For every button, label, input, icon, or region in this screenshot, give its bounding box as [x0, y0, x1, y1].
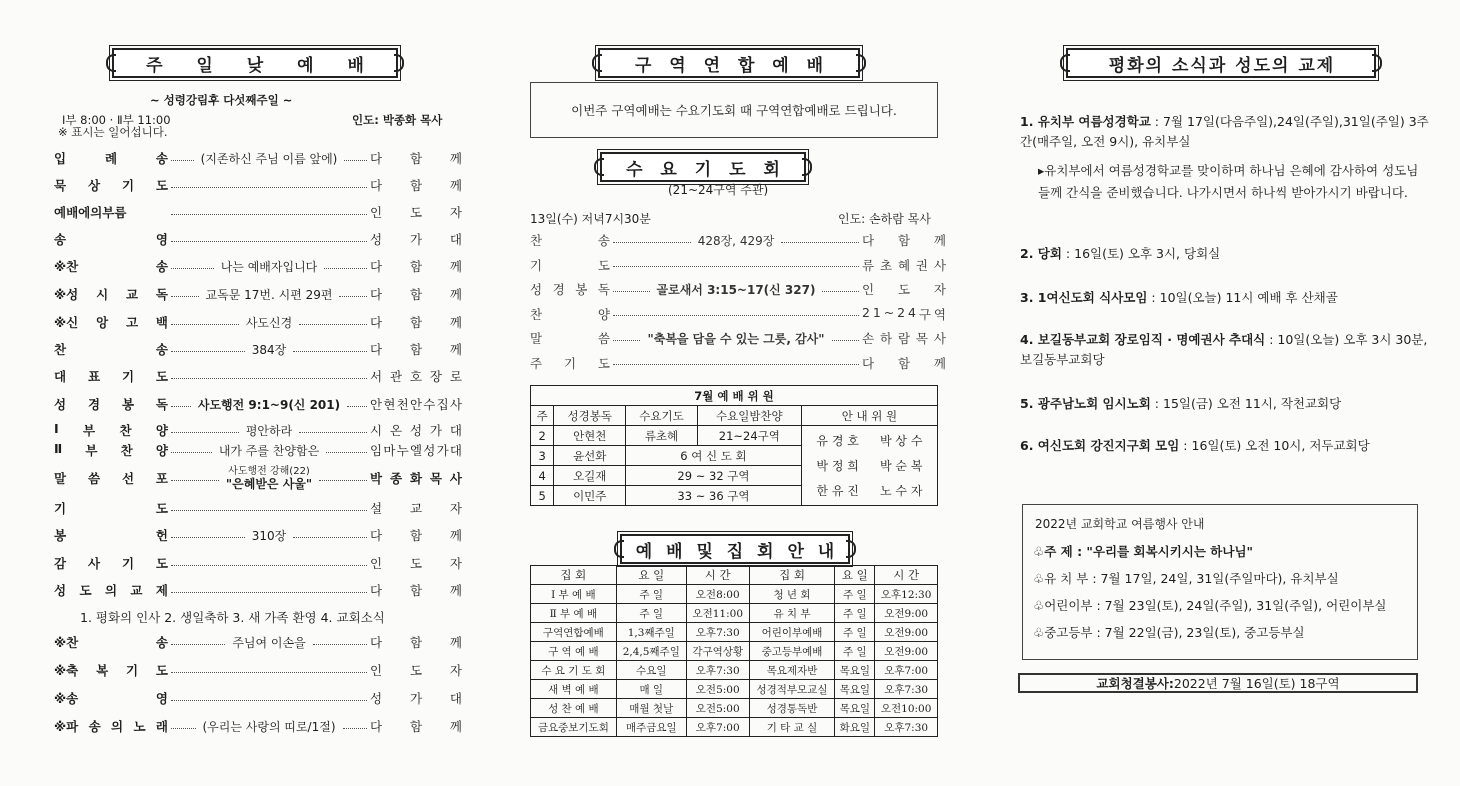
- order-item-person: 성 가 대: [370, 232, 462, 247]
- order-item-row: [54, 525, 462, 545]
- order-item-row: [54, 466, 462, 491]
- leader: 인도: 박종화 목사: [352, 113, 443, 127]
- schedule-cell: 오후7:00: [686, 718, 749, 737]
- wednesday-item-label: 주 기 도: [530, 355, 610, 371]
- order-item-person: 인 도 자: [370, 556, 462, 571]
- schedule-cell: 오전9:00: [875, 604, 938, 623]
- wednesday-item-row: [530, 353, 946, 373]
- closing-item-label: ※축 복 기 도: [54, 663, 168, 678]
- schedule-cell: 오전8:00: [686, 585, 749, 604]
- duty-cell: 이민주: [554, 486, 626, 506]
- schedule-row: [531, 585, 938, 604]
- news-heading: 3. 1여신도회 식사모임: [1020, 290, 1148, 305]
- order-item-row: [54, 175, 462, 195]
- order-item-person: 다 함 께: [370, 178, 462, 193]
- schedule-cell: 중고등부예배: [749, 642, 835, 661]
- order-item-person: 다 함 께: [370, 287, 462, 302]
- schedule-cell: 성 찬 예 배: [531, 699, 617, 718]
- duty-header-cell: 안 내 위 원: [801, 406, 937, 426]
- wednesday-item-detail: 골로새서 3:15~17(신 327): [656, 282, 816, 297]
- news-item: [1020, 436, 1430, 456]
- news-item: [1020, 288, 1430, 308]
- schedule-cell: 오전5:00: [686, 699, 749, 718]
- duty-cell: 3: [531, 446, 554, 466]
- closing-item-label: ※파 송 의 노 래: [54, 719, 168, 734]
- wednesday-item-row: [530, 304, 946, 324]
- schedule-header-cell: 집 회: [531, 566, 617, 585]
- order-item-row: [54, 580, 462, 600]
- duty-cell: 4: [531, 466, 554, 486]
- summer-title: 2022년 교회학교 여름행사 안내: [1035, 517, 1205, 531]
- cleaning-duty: [1018, 673, 1418, 693]
- schedule-cell: 구역연합예배: [531, 623, 617, 642]
- summer-item: [1033, 596, 1386, 614]
- summer-item: [1033, 542, 1253, 560]
- news-title: [1066, 48, 1376, 78]
- schedule-title: [620, 534, 850, 564]
- usher-name: 유 경 호: [816, 434, 859, 448]
- duty-cell: 5: [531, 486, 554, 506]
- wednesday-item-person: 손 하 람 목 사: [862, 331, 946, 346]
- summer-text: : 7월 23일(토), 24일(주일), 31일(주일), 어린이부실: [1096, 598, 1387, 613]
- order-item-label: ※신 앙 고 백: [54, 315, 168, 330]
- usher-cell: [801, 426, 937, 506]
- schedule-cell: 2,4,5째주일: [616, 642, 686, 661]
- order-item-detail: (지존하신 주님 이름 앞에): [200, 151, 338, 166]
- order-item-person: 다 함 께: [370, 259, 462, 274]
- summer-item: [1033, 623, 1305, 641]
- wednesday-item-row: [530, 279, 946, 299]
- order-item-detail: 사도행전 강해(22) "은혜받은 사울": [225, 466, 313, 491]
- order-item-row: [54, 312, 462, 332]
- order-item-label: 찬 송: [54, 342, 168, 357]
- duty-cell: 29 ~ 32 구역: [626, 466, 802, 486]
- schedule-cell: 수요일: [616, 661, 686, 680]
- order-item-row: [54, 148, 462, 168]
- duty-cell: 안현천: [554, 426, 626, 446]
- schedule-cell: 목요일: [835, 661, 875, 680]
- order-item-label: 송 영: [54, 232, 168, 247]
- schedule-header-cell: 시 간: [875, 566, 938, 585]
- order-item-label: 묵 상 기 도: [54, 178, 168, 193]
- order-item-detail: 사도행전 9:1~9(신 201): [197, 397, 341, 412]
- schedule-cell: 청 년 회: [749, 585, 835, 604]
- summer-events-box: [1022, 504, 1418, 660]
- schedule-cell: 주 일: [835, 604, 875, 623]
- duty-cell: 33 ~ 36 구역: [626, 486, 802, 506]
- duty-cell: 오길재: [554, 466, 626, 486]
- schedule-cell: 목요일: [835, 680, 875, 699]
- order-item-label: 입 례 송: [54, 151, 168, 166]
- closing-item-person: 다 함 께: [370, 719, 462, 734]
- news-heading: 4. 보길동부교회 장로임직 · 명예권사 추대식: [1020, 332, 1266, 347]
- order-item-person: 시 온 성 가 대: [370, 423, 462, 438]
- schedule-cell: 오전9:00: [875, 642, 938, 661]
- title-text: 구 역 연 합 예 배: [634, 55, 830, 76]
- closing-item-row: [54, 716, 462, 736]
- schedule-cell: 성경적부모교실: [749, 680, 835, 699]
- news-item: [1020, 112, 1430, 152]
- prayer-leader: 인도: 손하람 목사: [838, 212, 931, 226]
- service-times: Ⅰ부 8:00 · Ⅱ부 11:00: [62, 113, 171, 127]
- schedule-row: [531, 718, 938, 737]
- schedule-row: [531, 604, 938, 623]
- news-body: : 10일(오늘) 11시 예배 후 산채골: [1147, 290, 1338, 305]
- schedule-cell: 매월 첫날: [616, 699, 686, 718]
- closing-item-label: ※찬 송: [54, 635, 168, 650]
- schedule-header-cell: 집 회: [749, 566, 835, 585]
- closing-item-person: 인 도 자: [370, 663, 462, 678]
- wednesday-item-person: 다 함 께: [862, 355, 946, 371]
- order-item-label: Ⅰ 부 찬 양: [54, 421, 168, 438]
- usher-name: 박 정 희: [816, 459, 859, 473]
- schedule-cell: 오전9:00: [875, 623, 938, 642]
- schedule-row: [531, 642, 938, 661]
- order-item-label: 대 표 기 도: [54, 369, 168, 384]
- schedule-cell: 주 일: [616, 585, 686, 604]
- wednesday-item-person: 인 도 자: [862, 282, 946, 297]
- duty-header-row: [531, 406, 938, 426]
- news-item: [1020, 330, 1430, 370]
- closing-item-row: [54, 688, 462, 708]
- wednesday-item-row: [530, 230, 946, 250]
- summer-label: ♧유 치 부: [1033, 571, 1093, 586]
- order-item-person: 안 현 천 안 수 집 사: [370, 397, 462, 412]
- duty-cell: 2: [531, 426, 554, 446]
- cleaning-label: 교회청결봉사:: [1096, 676, 1174, 691]
- news-body: : 15일(금) 오전 11시, 작천교회당: [1150, 396, 1342, 411]
- schedule-cell: 주 일: [835, 623, 875, 642]
- order-item-detail: 사도신경: [245, 315, 293, 330]
- schedule-header-cell: 요 일: [616, 566, 686, 585]
- duty-header-cell: 수요기도: [626, 406, 698, 426]
- order-item-person: 다 함 께: [370, 528, 462, 543]
- closing-item-row: [54, 660, 462, 680]
- schedule-cell: 성경통독반: [749, 699, 835, 718]
- order-item-row: [54, 202, 462, 222]
- order-item-label: 말 씀 선 포: [54, 471, 168, 486]
- order-item-person: 인 도 자: [370, 205, 462, 220]
- schedule-cell: 목요제자반: [749, 661, 835, 680]
- order-item-label: ※성 시 교 독: [54, 287, 168, 302]
- wednesday-item-label: 찬 양: [530, 306, 610, 322]
- order-item-label: ※찬 송: [54, 259, 168, 274]
- subtitle: ~ 성령강림후 다섯째주일 ~: [150, 93, 293, 107]
- schedule-row: [531, 680, 938, 699]
- news-heading: 2. 당회: [1020, 246, 1062, 261]
- news-body: ▸유치부에서 여름성경학교를 맞이하며 하나님 은혜에 감사하여 성도님들께 간식을 준비했습니다. 나가시면서 하나씩 받아가시기 바랍니다.: [1038, 163, 1419, 200]
- schedule-row: [531, 623, 938, 642]
- order-item-person: 임 마 누 엘 성 가 대: [370, 443, 462, 458]
- order-item-detail: 교독문 17번. 시편 29편: [205, 287, 333, 302]
- standing-note: ※ 표시는 일어섭니다.: [58, 125, 168, 139]
- order-item-row: [54, 229, 462, 249]
- duty-cell: 6 여 신 도 회: [626, 446, 802, 466]
- wednesday-item-detail: "축복을 담을 수 있는 그릇, 감사": [647, 331, 825, 346]
- news-panel: [1010, 0, 1430, 786]
- summer-text: : 7월 17일, 24일, 31일(주일마다), 유치부실: [1092, 571, 1339, 586]
- order-item-label: 성 경 봉 독: [54, 397, 168, 412]
- order-item-person: 설 교 자: [370, 501, 462, 516]
- host-districts: (21~24구역 주관): [668, 183, 769, 197]
- middle-panel: [522, 0, 952, 786]
- usher-name: 노 수 자: [880, 484, 923, 498]
- order-item-label: Ⅱ 부 찬 양: [54, 441, 168, 458]
- order-item-label: 봉 헌: [54, 528, 168, 543]
- wednesday-item-label: 찬 송: [530, 233, 610, 248]
- wednesday-prayer-title: [600, 152, 806, 182]
- summer-item: [1033, 569, 1339, 587]
- news-body: : 16일(토) 오후 3시, 당회실: [1061, 246, 1221, 261]
- schedule-cell: 구 역 예 배: [531, 642, 617, 661]
- district-notice: 이번주 구역예배는 수요기도회 때 구역연합예배로 드립니다.: [530, 82, 938, 138]
- wednesday-item-row: [530, 328, 946, 348]
- summer-text: : "우리를 회복시키시는 하나님": [1077, 544, 1254, 559]
- schedule-row: [531, 699, 938, 718]
- order-item-detail: 나는 예배자입니다: [220, 259, 318, 274]
- schedule-cell: Ⅱ 부 예 배: [531, 604, 617, 623]
- sunday-worship-title: [112, 48, 398, 78]
- order-item-row: [54, 339, 462, 359]
- order-item-label: 성 도 의 교 제: [54, 583, 168, 598]
- news-body: : 7월 17일(다음주일),24일(주일),31일(주일) 3주간(매주일, 오전 9시), 유치부실: [1020, 114, 1429, 149]
- order-item-person: 다 함 께: [370, 583, 462, 598]
- wednesday-item-detail: 428장, 429장: [697, 233, 775, 248]
- order-item-row: [54, 420, 462, 440]
- order-item-person: 다 함 께: [370, 315, 462, 330]
- schedule-cell: 오전11:00: [686, 604, 749, 623]
- closing-item-person: 다 함 께: [370, 635, 462, 650]
- schedule-table: [530, 565, 938, 737]
- news-heading: 5. 광주남노회 임시노회: [1020, 396, 1151, 411]
- closing-item-detail: (우리는 사랑의 띠로/1절): [202, 719, 336, 734]
- order-item-detail: 384장: [251, 342, 287, 357]
- wednesday-item-label: 성 경 봉 독: [530, 282, 610, 297]
- district-worship-title: [598, 48, 860, 78]
- schedule-header-cell: 요 일: [835, 566, 875, 585]
- duty-cell: 21~24구역: [697, 426, 801, 446]
- usher-name: 박 상 수: [880, 434, 923, 448]
- news-body: : 16일(토) 오전 10시, 저두교회당: [1179, 438, 1370, 453]
- schedule-header-row: [531, 566, 938, 585]
- schedule-cell: 금요중보기도회: [531, 718, 617, 737]
- title-text: 주 일 낮 예 배: [146, 55, 378, 76]
- closing-item-detail: 주님여 이손을: [232, 635, 306, 650]
- duty-cell: 류초혜: [626, 426, 698, 446]
- order-item-label: 감 사 기 도: [54, 556, 168, 571]
- duty-header-cell: 성경봉독: [554, 406, 626, 426]
- schedule-cell: 매 일: [616, 680, 686, 699]
- schedule-cell: 화요일: [835, 718, 875, 737]
- schedule-cell: 오후7:30: [875, 680, 938, 699]
- order-item-label: 기 도: [54, 501, 168, 516]
- order-item-person: 서 관 호 장 로: [370, 369, 462, 384]
- title-text: 수 요 기 도 회: [626, 159, 786, 180]
- news-body: : 10일(오늘) 오후 3시 30분, 보길동부교회당: [1020, 332, 1428, 367]
- order-item-person: 박 종 화 목 사: [370, 471, 462, 486]
- schedule-row: [531, 661, 938, 680]
- cleaning-text: 2022년 7월 16일(토) 18구역: [1173, 676, 1340, 691]
- duty-header-cell: 수요일밤찬양: [697, 406, 801, 426]
- schedule-cell: 매주금요일: [616, 718, 686, 737]
- schedule-cell: 기 타 교 실: [749, 718, 835, 737]
- prayer-date: 13일(수) 저녁7시30분: [530, 212, 651, 226]
- summer-text: : 7월 22일(금), 23일(토), 중고등부실: [1096, 625, 1305, 640]
- wednesday-item-row: [530, 255, 946, 275]
- summer-label: ♧어린이부: [1033, 598, 1097, 613]
- schedule-cell: 오후7:00: [875, 661, 938, 680]
- wednesday-item-person: 2 1 ~ 2 4 구 역: [862, 304, 946, 322]
- schedule-cell: 오후7:30: [686, 661, 749, 680]
- order-item-person: 다 함 께: [370, 342, 462, 357]
- duty-title: 7월 예 배 위 원: [531, 386, 938, 406]
- order-item-row: [54, 394, 462, 414]
- order-item-row: [54, 366, 462, 386]
- wednesday-item-label: 말 씀: [530, 331, 610, 346]
- order-item-label: 예배에의부름: [54, 205, 127, 220]
- schedule-cell: 주 일: [616, 604, 686, 623]
- order-item-person: 다 함 께: [370, 151, 462, 166]
- news-heading: 1. 유치부 여름성경학교: [1020, 114, 1151, 129]
- schedule-cell: 각구역상황: [686, 642, 749, 661]
- title-text: 평화의 소식과 성도의 교제: [1108, 55, 1336, 76]
- schedule-cell: 목요일: [835, 699, 875, 718]
- order-item-row: [54, 256, 462, 276]
- schedule-cell: 새 벽 예 배: [531, 680, 617, 699]
- usher-name: 박 순 복: [880, 459, 923, 473]
- order-item-row: [54, 440, 462, 460]
- schedule-cell: 주 일: [835, 642, 875, 661]
- closing-item-person: 성 가 대: [370, 691, 462, 706]
- summer-label: ♧주 제: [1033, 544, 1078, 559]
- news-item: [1038, 160, 1430, 204]
- schedule-cell: 오후7:30: [875, 718, 938, 737]
- schedule-cell: 수 요 기 도 회: [531, 661, 617, 680]
- news-item: [1020, 394, 1430, 414]
- fellowship-items: 1. 평화의 인사 2. 생일축하 3. 새 가족 환영 4. 교회소식: [80, 610, 385, 625]
- schedule-cell: 1,3째주일: [616, 623, 686, 642]
- summer-label: ♧중고등부: [1033, 625, 1097, 640]
- closing-item-label: ※송 영: [54, 691, 168, 706]
- order-item-detail: 310장: [251, 528, 287, 543]
- order-item-row: [54, 553, 462, 573]
- schedule-cell: 주 일: [835, 585, 875, 604]
- wednesday-item-person: 류 초 혜 권 사: [862, 257, 946, 273]
- worship-order-panel: [40, 0, 470, 786]
- july-duty-table: [530, 385, 938, 506]
- schedule-cell: 오전10:00: [875, 699, 938, 718]
- title-text: 예 배 및 집 회 안 내: [635, 541, 839, 562]
- order-item-detail: 내가 주를 찬양함은: [218, 443, 320, 458]
- schedule-cell: 오후12:30: [875, 585, 938, 604]
- schedule-cell: 오후7:30: [686, 623, 749, 642]
- news-heading: 6. 여신도회 강진지구회 모임: [1020, 438, 1180, 453]
- duty-header-cell: 주: [531, 406, 554, 426]
- schedule-cell: 어린이부예배: [749, 623, 835, 642]
- order-item-row: [54, 284, 462, 304]
- wednesday-item-person: 다 함 께: [862, 233, 946, 248]
- order-item-detail: 평안하라: [245, 423, 293, 438]
- schedule-header-cell: 시 간: [686, 566, 749, 585]
- wednesday-item-label: 기 도: [530, 257, 610, 273]
- schedule-cell: 오전5:00: [686, 680, 749, 699]
- duty-row: [531, 426, 938, 446]
- news-item: [1020, 244, 1430, 264]
- order-item-row: [54, 498, 462, 518]
- duty-cell: 윤선화: [554, 446, 626, 466]
- schedule-cell: Ⅰ 부 예 배: [531, 585, 617, 604]
- closing-item-row: [54, 632, 462, 652]
- schedule-cell: 유 치 부: [749, 604, 835, 623]
- usher-name: 한 유 진: [816, 484, 859, 498]
